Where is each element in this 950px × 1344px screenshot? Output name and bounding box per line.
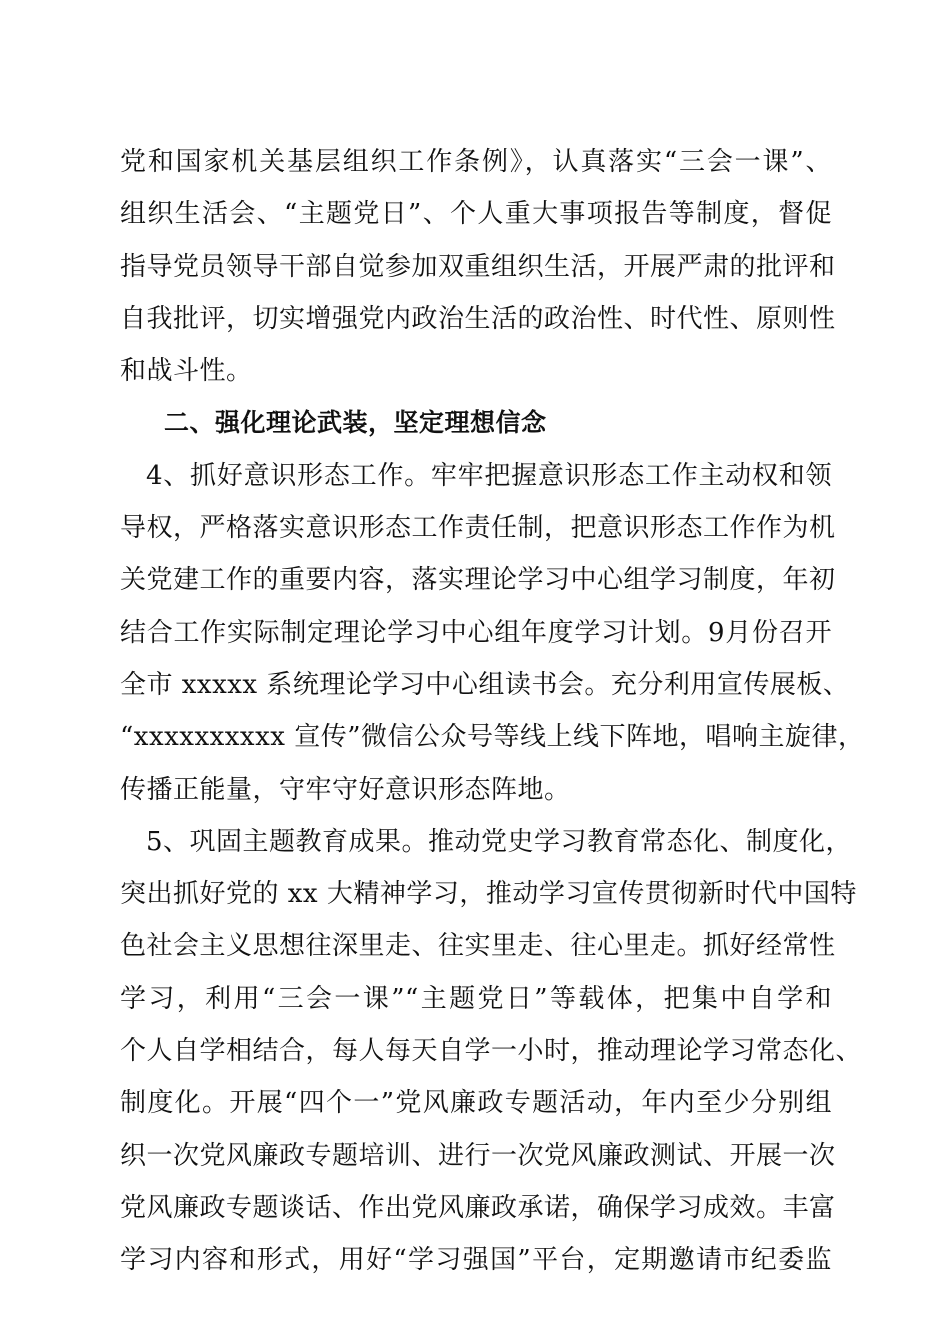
text-line: 指导党员领导干部自觉参加双重组织生活，开展严肃的批评和 [120,251,836,282]
text-line: 结合工作实际制定理论学习中心组年度学习计划。9月份召开 [120,617,832,648]
text-line: 全市 xxxxx 系统理论学习中心组读书会。充分利用宣传展板、 [120,669,850,700]
text-line: “xxxxxxxxxx 宣传”微信公众号等线上线下阵地，唱响主旋律， [120,722,865,753]
paragraph-continued [120,136,836,397]
text-line: 制度化。开展“四个一”党风廉政专题活动，年内至少分别组 [120,1088,832,1119]
text-line: 党和国家机关基层组织工作条例》，认真落实“三会一课”、 [120,147,832,177]
text-line: 个人自学相结合，每人每天自学一小时，推动理论学习常态化、 [120,1036,863,1067]
text-line: 党风廉政专题谈话、作出党风廉政承诺，确保学习成效。丰富 [120,1192,836,1223]
text-line: 突出抓好党的 xx 大精神学习，推动学习宣传贯彻新时代中国特 [120,879,857,910]
text-line: 学习，利用“三会一课”“主题党日”等载体，把集中自学和 [120,983,832,1014]
document-body [120,136,865,1287]
text-line: 5、巩固主题教育成果。推动党史学习教育常态化、制度化， [146,826,853,857]
text-line: 组织生活会、“主题党日”、个人重大事项报告等制度，督促 [120,199,832,230]
text-line: 学习内容和形式，用好“学习强国”平台，定期邀请市纪委监 [120,1245,832,1276]
section-heading: 二、强化理论武装，坚定理想信念 [164,408,547,438]
text-line: 自我批评，切实增强党内政治生活的政治性、时代性、原则性 [120,303,836,334]
paragraph-5 [120,816,863,1287]
text-line: 织一次党风廉政专题培训、进行一次党风廉政测试、开展一次 [120,1140,836,1171]
text-line: 色社会主义思想往深里走、往实里走、往心里走。抓好经常性 [120,931,836,962]
text-line: 关党建工作的重要内容，落实理论学习中心组学习制度，年初 [120,565,836,596]
text-line: 导权，严格落实意识形态工作责任制，把意识形态工作作为机 [120,513,836,544]
text-line: 和战斗性。 [120,356,253,387]
text-line: 传播正能量，守牢守好意识形态阵地。 [120,774,571,805]
text-line: 4、抓好意识形态工作。牢牢把握意识形态工作主动权和领 [146,460,832,491]
paragraph-4 [120,450,865,816]
